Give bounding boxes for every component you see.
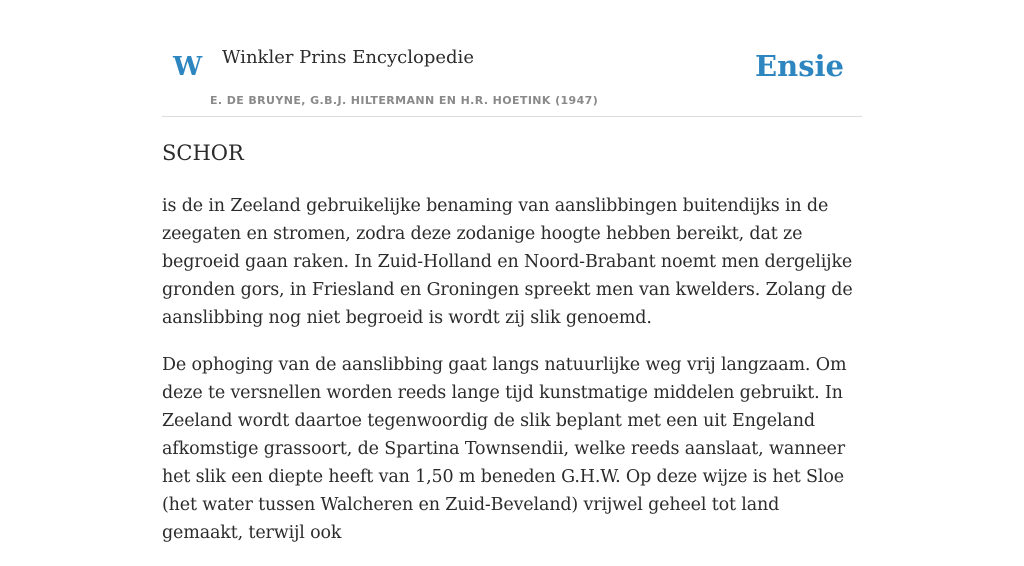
entry-title: SCHOR: [162, 141, 244, 165]
winkler-prins-logo[interactable]: W: [173, 52, 203, 82]
ensie-brand-logo[interactable]: Ensie: [755, 49, 844, 83]
paragraph: is de in Zeeland gebruikelijke benaming van aanslibbingen buitendijks in de zeegaten en stromen, zodra deze zodanige hoogte hebben bereikt, dat ze begroeid gaan raken. In Zuid-Holland en Noord-Brabant noemt men dergelijke gronden gors, in Friesland en Groningen spreekt men van kwelders. Zolang de aanslibbing nog niet begroeid is wordt zij slik genoemd.: [162, 196, 853, 328]
header: [162, 0, 862, 117]
paragraph: De ophoging van de aanslibbing gaat langs natuurlijke weg vrij langzaam. Om deze te versnellen worden reeds lange tijd kunstmatige middelen gebruikt. In Zeeland wordt daartoe tegenwoordig de slik beplant met een uit Engeland afkomstige grassoort, de Spartina Townsendii, welke reeds aanslaat, wanneer het slik een diepte heeft van 1,50 m beneden G.H.W. Op deze wijze is het Sloe (het water tussen Walcheren en Zuid-Beveland) vrijwel geheel tot land gemaakt, terwijl ook: [162, 355, 847, 543]
entry-body: [162, 192, 862, 566]
article-page: [162, 0, 862, 543]
book-title[interactable]: Winkler Prins Encyclopedie: [222, 47, 474, 68]
authors-line: E. DE BRUYNE, G.B.J. HILTERMANN EN H.R. HOETINK (1947): [210, 94, 599, 107]
